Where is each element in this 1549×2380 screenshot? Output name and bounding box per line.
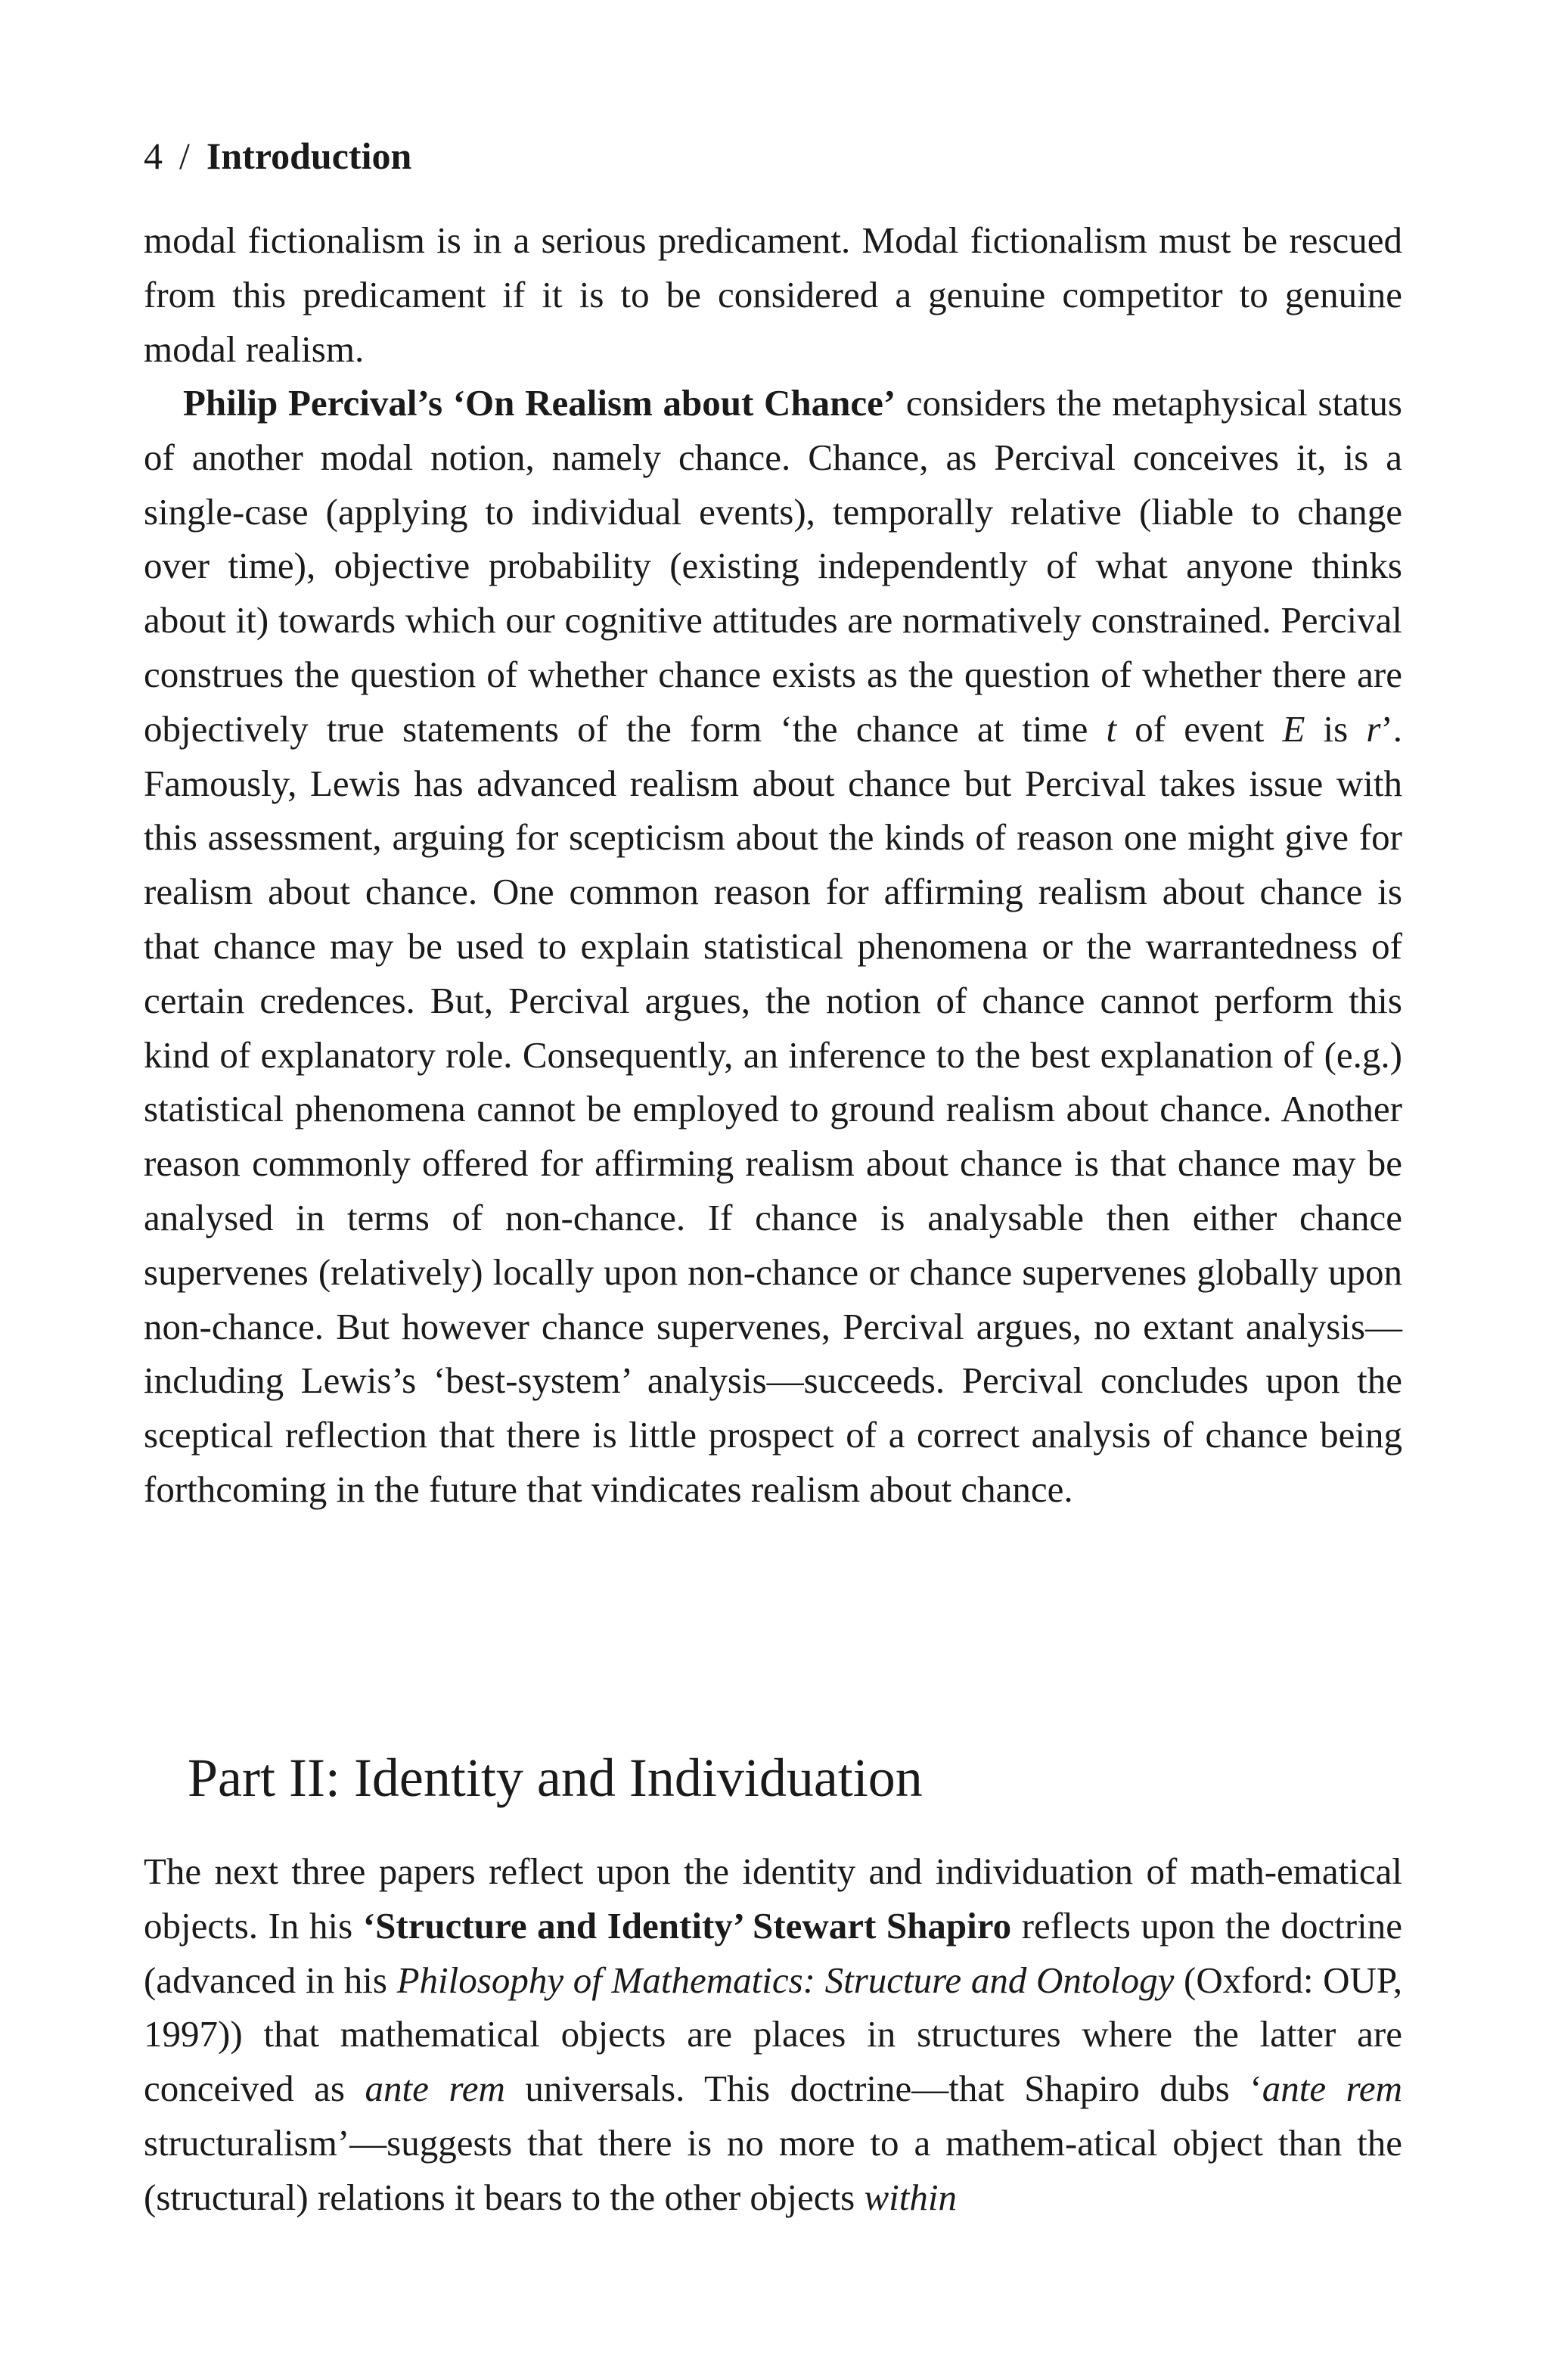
paper-citation-percival: Philip Percival’s ‘On Realism about Chance’ — [183, 382, 896, 424]
variable-r: r — [1366, 707, 1381, 750]
paragraph-3: The next three papers reflect upon the identity and individuation of math-ematical objects. In his ‘Structure and Identity’ Stewart Shapiro reflects upon the doctrine (advanced in his Philosophy of Mathematics: Structure and Ontology (Oxford: OUP, 1997)) that mathematical objects are places in structures where the latter are conceived as ante rem universals. This doctrine—that Shapiro dubs ‘ante rem structuralism’—suggests that there is no more to a mathem-atical object than the (structural) relations it bears to the other objects within — [144, 1850, 1403, 2218]
book-title: Philosophy of Mathematics: Structure and Ontology — [396, 1959, 1175, 2001]
latin-term: ante rem — [365, 2068, 505, 2110]
paragraph-1: modal fictionalism is in a serious predicament. Modal fictionalism must be rescued from this predicament if it is to be considered a genuine competitor to genuine modal realism. — [144, 219, 1402, 370]
section-heading: Part II: Identity and Individuation — [188, 1748, 923, 1808]
emphasis-within: within — [864, 2176, 957, 2218]
chapter-title: Introduction — [206, 135, 412, 177]
paper-citation-shapiro: ‘Structure and Identity’ Stewart Shapiro — [362, 1904, 1012, 1947]
latin-term: ante rem — [1262, 2068, 1403, 2110]
variable-e: E — [1282, 707, 1305, 750]
running-header — [144, 133, 411, 179]
paragraph-2: Philip Percival’s ‘On Realism about Chance’ considers the metaphysical status of another modal notion, namely chance. Chance, as Percival conceives it, is a single-case (applying to individual events), temporally relative (liable to change over time), objective probability (existing independently of what anyone thinks about it) towards which our cognitive attitudes are normatively constrained. Percival construes the question of whether chance exists as the question of whether there are objectively true statements of the form ‘the chance at time t of event E is r’. Famously, Lewis has advanced realism about chance but Percival takes issue with this assessment, arguing for scepticism about the kinds of reason one might give for realism about chance. One common reason for affirming realism about chance is that chance may be used to explain statistical phenomena or the warrantedness of certain credences. But, Percival argues, the notion of chance cannot perform this kind of explanatory role. Consequently, an inference to the best explanation of (e.g.) statistical phenomena cannot be employed to ground realism about chance. Another reason commonly offered for affirming realism about chance is that chance may be analysed in terms of non-chance. If chance is analysable then either chance supervenes (relatively) locally upon non-chance or chance supervenes globally upon non-chance. But however chance supervenes, Percival argues, no extant analysis—including Lewis’s ‘best-system’ analysis—succeeds. Percival concludes upon the sceptical reflection that there is little prospect of a correct analysis of chance being forthcoming in the future that vindicates realism about chance. — [144, 382, 1402, 1510]
header-separator: / — [179, 135, 190, 177]
page-number: 4 — [144, 135, 163, 177]
variable-t: t — [1106, 707, 1117, 750]
